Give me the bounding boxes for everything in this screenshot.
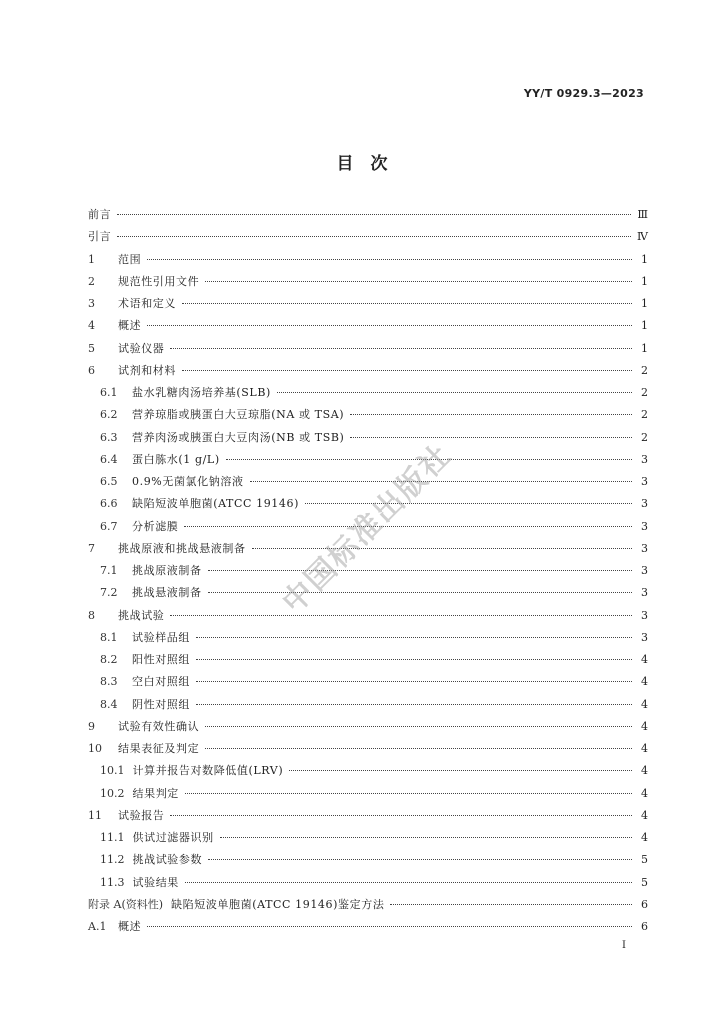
dot-leader (350, 437, 632, 438)
toc-entry-number: 6.6 (100, 497, 118, 511)
dot-leader (250, 481, 632, 482)
toc-entry-label: 蛋白胨水(1 g/L) (132, 452, 220, 466)
toc-entry-page: Ⅲ (637, 208, 648, 221)
toc-entry-label: 试验仪器 (118, 341, 165, 355)
dot-leader (277, 392, 632, 393)
dot-leader (208, 592, 632, 593)
toc-entry-label: 挑战悬液制备 (132, 586, 202, 600)
toc-entry-number: 10.2 (100, 786, 125, 800)
toc-entry-page: 4 (641, 742, 648, 755)
standard-number: YY/T 0929.3—2023 (523, 87, 644, 100)
toc-entry-number: 6.7 (100, 519, 118, 533)
toc-entry[interactable] (88, 629, 648, 651)
toc-entry-number: 附录 A(资料性) (88, 897, 164, 911)
toc-entry-label: 术语和定义 (118, 297, 176, 310)
toc-entry[interactable] (88, 451, 648, 473)
toc-entry-number: 8.1 (100, 630, 118, 644)
toc-entry-number: 11.2 (100, 853, 125, 867)
toc-entry[interactable] (88, 829, 648, 851)
toc-entry-number: 4 (88, 319, 95, 333)
toc-entry[interactable] (88, 851, 648, 873)
toc-entry-label: 分析滤膜 (132, 519, 179, 533)
dot-leader (147, 926, 632, 927)
toc-entry-number: A.1 (88, 920, 107, 933)
toc-entry-label: 前言 (88, 208, 112, 221)
toc-entry-page: 3 (641, 630, 648, 644)
dot-leader (147, 325, 632, 326)
toc-entry[interactable] (88, 317, 648, 339)
toc-entry-label: 空白对照组 (132, 675, 190, 689)
toc-entry-number: 5 (88, 341, 95, 355)
dot-leader (205, 726, 632, 727)
toc-entry-page: 1 (641, 341, 648, 355)
toc-entry-label: 结果表征及判定 (118, 742, 200, 755)
toc-entry-page: 3 (641, 452, 648, 466)
toc-entry-page: 3 (641, 608, 648, 622)
dot-leader (208, 570, 632, 571)
toc-entry-number: 9 (88, 719, 95, 733)
toc-entry-page: 1 (641, 252, 648, 266)
dot-leader (185, 882, 632, 883)
toc-entry-label: 挑战试验参数 (132, 853, 203, 867)
toc-entry[interactable] (88, 785, 648, 807)
toc-entry-page: 4 (641, 675, 648, 689)
toc-entry-number: 8.2 (100, 653, 118, 666)
toc-entry-number: 6.3 (100, 430, 118, 444)
toc-entry-page: 1 (641, 274, 648, 288)
toc-entry-label: 阴性对照组 (132, 697, 190, 711)
dot-leader (289, 770, 632, 771)
toc-entry-number: 1 (88, 252, 95, 266)
dot-leader (196, 704, 632, 705)
toc-entry[interactable] (88, 651, 648, 673)
toc-entry-label: 概述 (118, 319, 142, 333)
toc-entry-page: 3 (641, 475, 648, 488)
dot-leader (305, 503, 632, 504)
toc-entry[interactable] (88, 362, 648, 384)
toc-entry-label: 范围 (118, 252, 142, 266)
toc-entry[interactable] (88, 896, 648, 918)
toc-entry[interactable] (88, 295, 648, 317)
toc-entry[interactable] (88, 273, 648, 295)
toc-entry-page: 4 (641, 831, 648, 844)
toc-entry-label: 盐水乳糖肉汤培养基(SLB) (132, 386, 271, 399)
toc-entry-page: 3 (641, 541, 648, 555)
toc-entry[interactable] (88, 340, 648, 362)
toc-entry-label: 引言 (88, 230, 112, 244)
toc-entry-page: 1 (641, 319, 648, 333)
toc-entry[interactable] (88, 495, 648, 517)
toc-entry-number: 6.4 (100, 452, 118, 466)
toc-entry-label: 试验结果 (132, 875, 179, 889)
dot-leader (196, 681, 632, 682)
toc-entry-label: 试剂和材料 (118, 363, 176, 377)
toc-entry-number: 11.3 (100, 875, 125, 889)
toc-entry[interactable] (88, 718, 648, 740)
dot-leader (220, 837, 632, 838)
toc-entry-number: 6.5 (100, 475, 118, 488)
toc-entry-page: 4 (641, 653, 648, 666)
toc-entry-label: 营养琼脂或胰蛋白大豆琼脂(NA 或 TSA) (132, 408, 345, 422)
toc-entry[interactable] (88, 762, 648, 784)
toc-entry[interactable] (88, 429, 648, 451)
dot-leader (350, 414, 632, 415)
toc-entry-number: 10 (88, 742, 102, 755)
dot-leader (226, 459, 632, 460)
dot-leader (196, 637, 632, 638)
dot-leader (208, 859, 632, 860)
toc-entry[interactable] (88, 584, 648, 606)
toc-entry[interactable] (88, 918, 648, 940)
toc-entry-number: 7.1 (100, 564, 118, 577)
dot-leader (117, 214, 631, 215)
toc-entry-page: 3 (641, 586, 648, 600)
publisher-watermark: 中国标准出版社 (275, 437, 459, 621)
toc-entry-label: 概述 (118, 920, 142, 933)
toc-entry-label: 试验有效性确认 (118, 719, 200, 733)
toc-entry-number: 11 (88, 808, 102, 822)
page-title: 目 次 (336, 154, 388, 174)
toc-entry-number: 3 (88, 297, 95, 310)
toc-entry-page: 3 (641, 497, 648, 511)
toc-entry-number: 11.1 (100, 831, 125, 844)
toc-entry[interactable] (88, 473, 648, 495)
toc-entry-number: 7 (88, 541, 95, 555)
page-number: I (622, 940, 626, 951)
toc-entry-number: 8 (88, 608, 95, 622)
toc-entry-page: 3 (641, 564, 648, 577)
dot-leader (117, 236, 631, 237)
toc-entry-label: 缺陷短波单胞菌(ATCC 19146)鉴定方法 (171, 897, 385, 911)
toc-entry[interactable] (88, 406, 648, 428)
toc-entry-page: 4 (641, 697, 648, 711)
toc-entry[interactable] (88, 673, 648, 695)
toc-entry-label: 试验样品组 (132, 630, 190, 644)
dot-leader (147, 259, 632, 260)
toc-entry-page: 4 (641, 808, 648, 822)
toc-entry-label: 营养肉汤或胰蛋白大豆肉汤(NB 或 TSB) (132, 430, 345, 444)
toc-entry[interactable] (88, 384, 648, 406)
toc-entry-page: 4 (641, 764, 648, 778)
toc-entry-label: 0.9%无菌氯化钠溶液 (132, 475, 244, 488)
toc-entry[interactable] (88, 228, 648, 250)
toc-entry-label: 阳性对照组 (132, 653, 190, 666)
toc-entry-label: 挑战原液和挑战悬液制备 (118, 541, 246, 555)
toc-entry[interactable] (88, 518, 648, 540)
table-of-contents (88, 206, 648, 940)
toc-entry-page: 1 (641, 297, 648, 310)
toc-entry-number: 8.4 (100, 697, 118, 711)
toc-entry-label: 结果判定 (132, 786, 179, 800)
toc-entry[interactable] (88, 874, 648, 896)
toc-entry[interactable] (88, 562, 648, 584)
dot-leader (182, 303, 632, 304)
toc-entry-number: 6.2 (100, 408, 118, 422)
toc-entry-number: 2 (88, 274, 95, 288)
toc-entry-page: 2 (641, 430, 648, 444)
toc-entry[interactable] (88, 807, 648, 829)
dot-leader (184, 526, 632, 527)
toc-entry[interactable] (88, 740, 648, 762)
toc-entry-page: 3 (641, 519, 648, 533)
toc-entry-number: 6 (88, 363, 95, 377)
toc-entry-label: 缺陷短波单胞菌(ATCC 19146) (132, 497, 299, 511)
toc-entry-page: 6 (641, 920, 648, 933)
dot-leader (252, 548, 632, 549)
toc-entry[interactable] (88, 607, 648, 629)
dot-leader (390, 904, 632, 905)
toc-entry[interactable] (88, 540, 648, 562)
toc-entry-number: 6.1 (100, 386, 118, 399)
toc-entry-number: 7.2 (100, 586, 118, 600)
toc-entry[interactable] (88, 251, 648, 273)
toc-entry-label: 挑战试验 (118, 608, 165, 622)
toc-entry-page: 2 (641, 386, 648, 399)
toc-entry-label: 计算并报告对数降低值(LRV) (132, 764, 284, 778)
toc-entry-page: 4 (641, 719, 648, 733)
dot-leader (170, 348, 632, 349)
toc-entry-page: 6 (641, 897, 648, 911)
toc-entry-number: 10.1 (100, 764, 125, 778)
toc-entry[interactable] (88, 206, 648, 228)
dot-leader (170, 815, 632, 816)
toc-entry-label: 规范性引用文件 (118, 274, 200, 288)
toc-entry-page: Ⅳ (637, 230, 648, 244)
dot-leader (185, 793, 632, 794)
toc-entry-page: 2 (641, 363, 648, 377)
toc-entry-label: 试验报告 (118, 808, 165, 822)
toc-entry-number: 8.3 (100, 675, 118, 689)
toc-entry-page: 4 (641, 786, 648, 800)
dot-leader (205, 748, 632, 749)
toc-entry[interactable] (88, 696, 648, 718)
toc-entry-label: 供试过滤器识别 (132, 831, 214, 844)
dot-leader (196, 659, 632, 660)
dot-leader (182, 370, 632, 371)
toc-entry-page: 5 (641, 875, 648, 889)
dot-leader (170, 615, 632, 616)
dot-leader (205, 281, 632, 282)
toc-entry-page: 2 (641, 408, 648, 422)
toc-entry-page: 5 (641, 853, 648, 867)
toc-entry-label: 挑战原液制备 (132, 564, 202, 577)
